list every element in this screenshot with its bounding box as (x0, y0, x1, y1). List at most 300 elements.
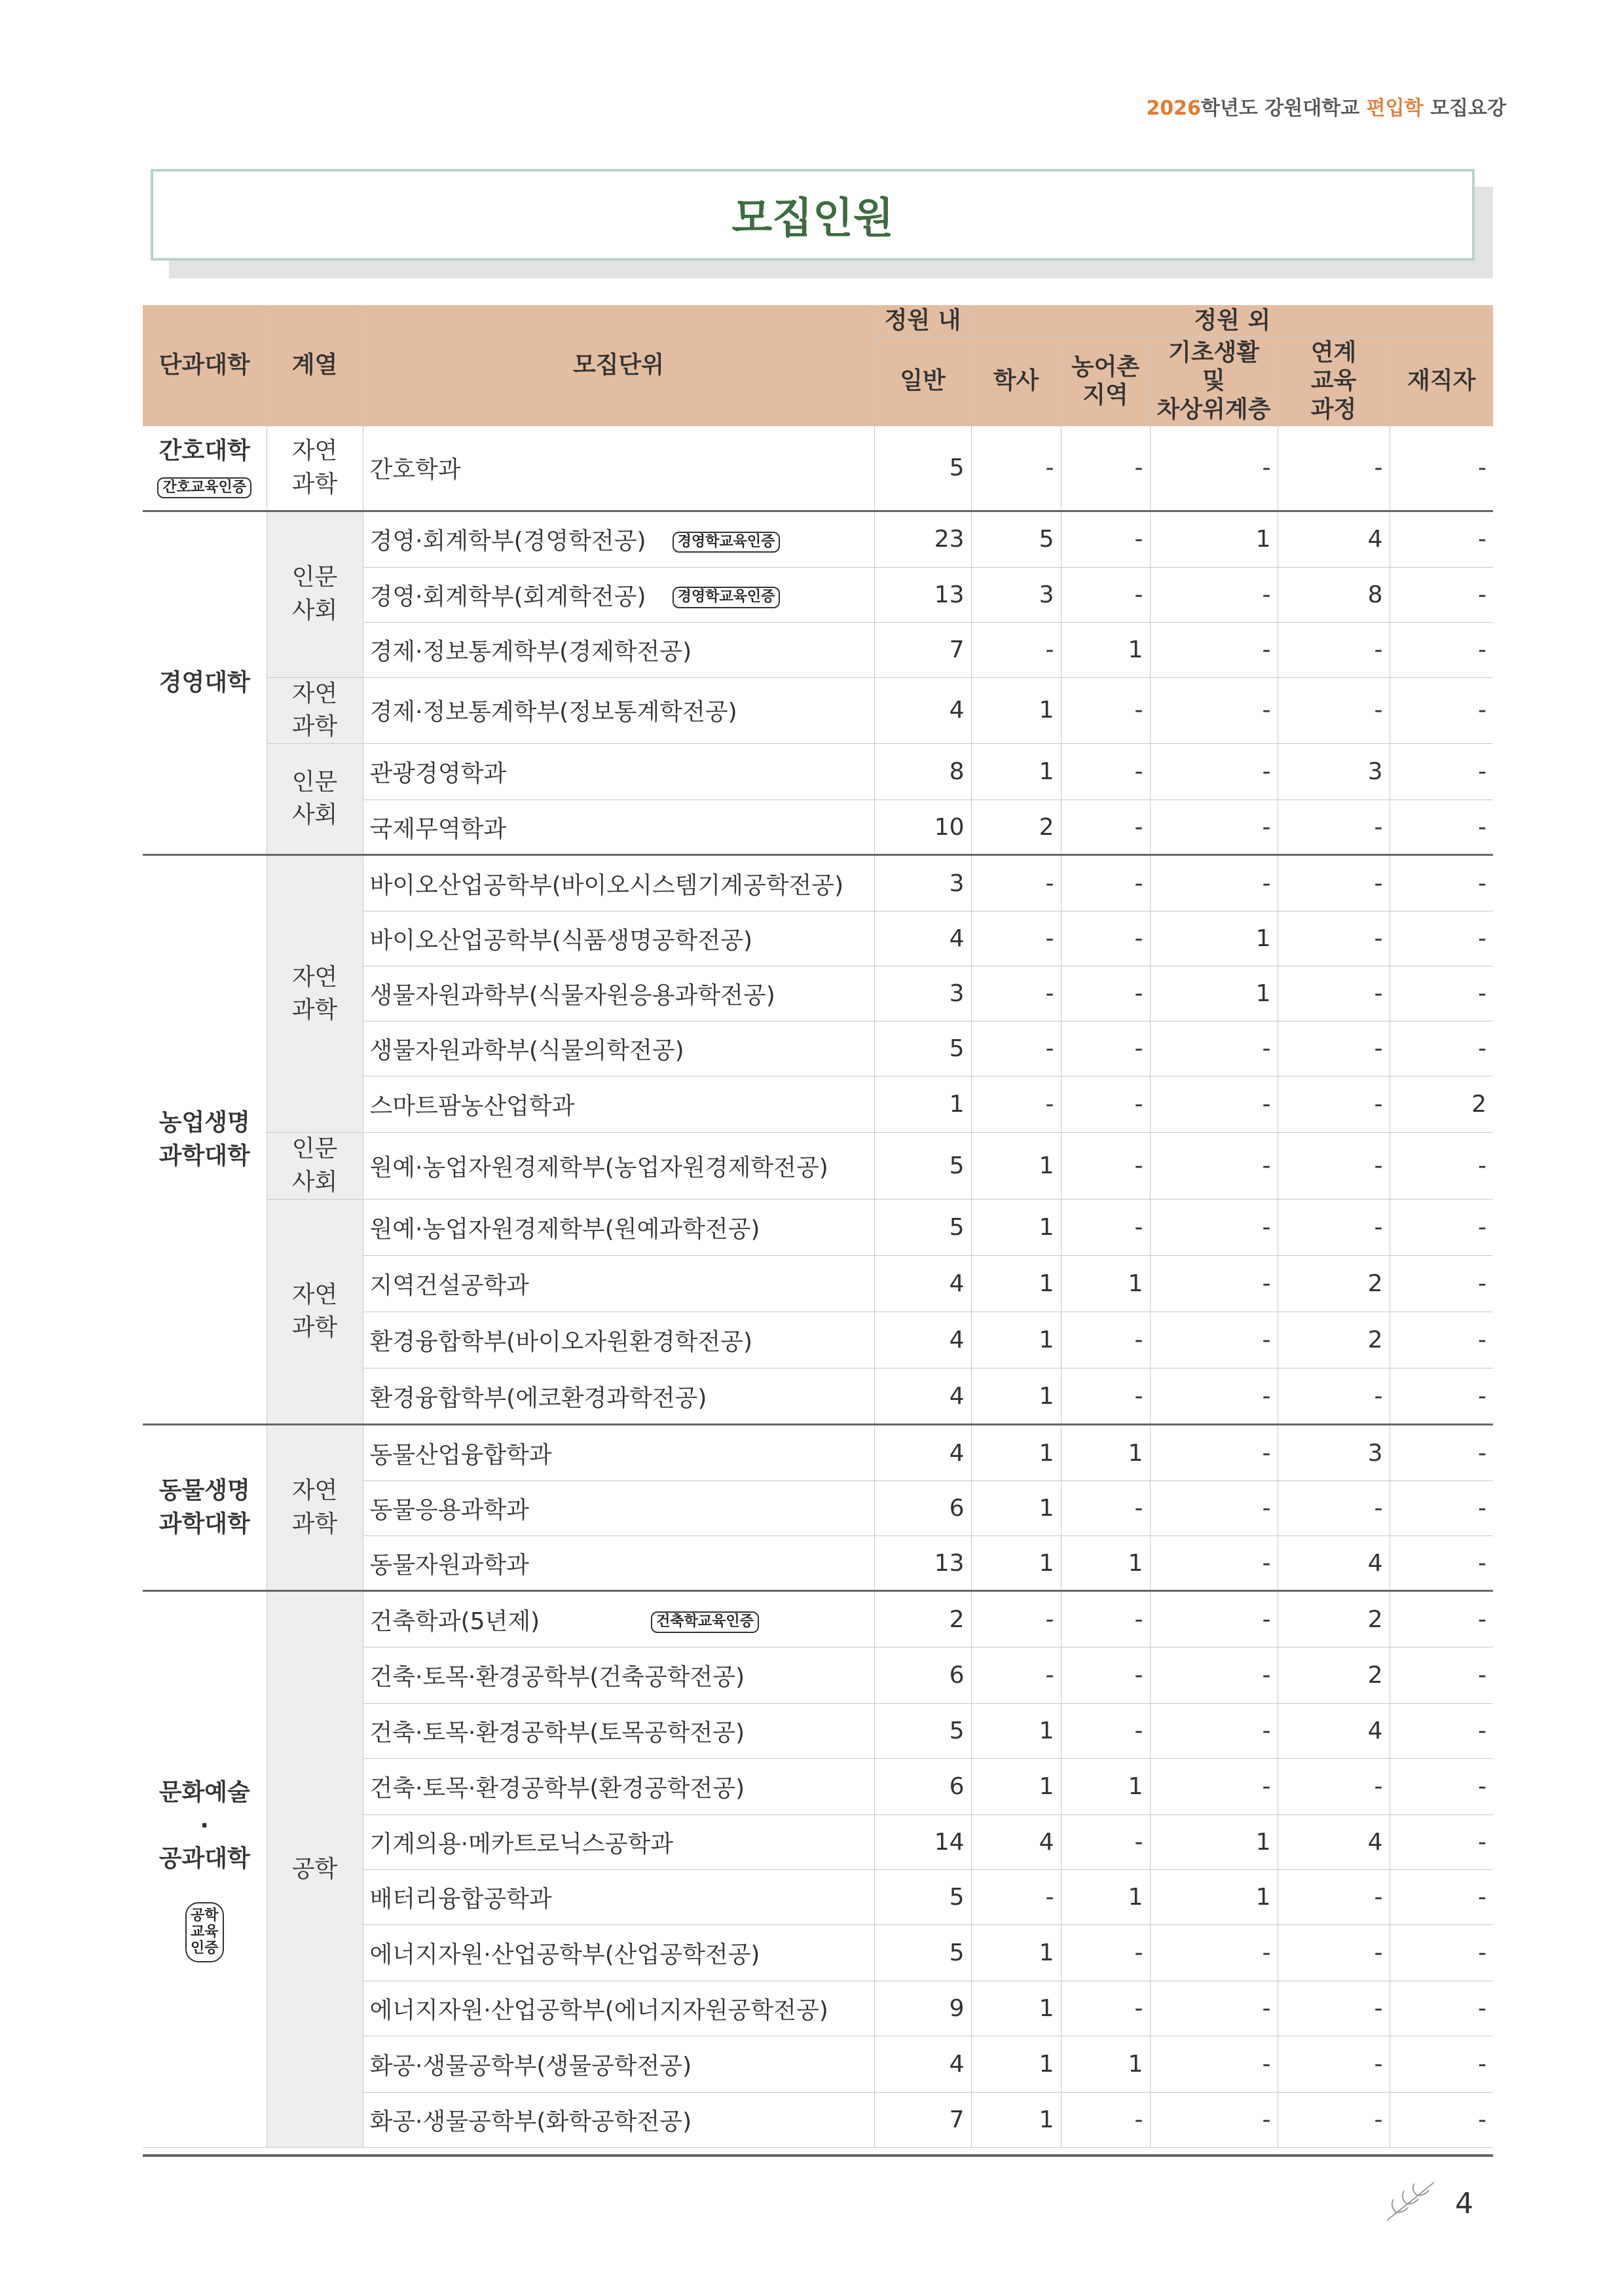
value-cell: - (1061, 1200, 1150, 1256)
series-text: 자연 (291, 1281, 338, 1308)
unit-cell: 건축·토목·환경공학부(토목공학전공) (363, 1704, 874, 1759)
value-cell: - (1061, 1647, 1150, 1704)
table-row (143, 744, 1493, 800)
value-cell: - (1278, 1076, 1390, 1133)
value-cell: - (971, 1591, 1061, 1647)
value-cell: 1 (1061, 2036, 1150, 2093)
series-nature (267, 426, 363, 511)
value-cell: 5 (874, 426, 971, 511)
value-cell: - (971, 426, 1061, 511)
series-nature (267, 677, 363, 744)
unit-text: 경영·회계학부(회계학전공) (369, 583, 646, 610)
value-cell: 1 (1061, 1870, 1150, 1925)
col-rural-line1: 농어촌 (1071, 353, 1140, 380)
col-basic-line2: 및 (1202, 367, 1225, 395)
nursing-cert-badge: 간호교육인증 (157, 477, 251, 498)
value-cell: - (1061, 1815, 1150, 1870)
value-cell: 6 (874, 1759, 971, 1815)
value-cell: 4 (874, 911, 971, 966)
college-agri-line2: 과학대학 (158, 1142, 250, 1169)
value-cell: 1 (1061, 1759, 1150, 1815)
col-linked (1278, 337, 1390, 426)
table-row (143, 677, 1493, 744)
value-cell: 1 (1150, 1870, 1278, 1925)
value-cell: - (1061, 426, 1150, 511)
value-cell: - (1278, 1481, 1390, 1536)
value-cell: 3 (874, 966, 971, 1021)
value-cell: 8 (874, 744, 971, 800)
unit-cell: 배터리융합공학과 (363, 1870, 874, 1925)
value-cell: 13 (874, 1536, 971, 1591)
value-cell: - (971, 1021, 1061, 1076)
value-cell: - (1390, 855, 1493, 911)
value-cell: - (1150, 1076, 1278, 1133)
value-cell: 8 (1278, 567, 1390, 622)
series-text: 공학 (291, 1855, 338, 1882)
value-cell: - (1390, 1759, 1493, 1815)
value-cell: - (971, 855, 1061, 911)
value-cell: - (971, 1076, 1061, 1133)
value-cell: 4 (874, 1425, 971, 1481)
series-nature (267, 1200, 363, 1425)
table-row (143, 511, 1493, 567)
value-cell: 3 (1278, 744, 1390, 800)
value-cell: 5 (874, 1870, 971, 1925)
value-cell: - (1390, 911, 1493, 966)
value-cell: - (1278, 911, 1390, 966)
value-cell: - (1390, 1312, 1493, 1368)
value-cell: - (1278, 1133, 1390, 1200)
value-cell: - (1390, 744, 1493, 800)
unit-cell: 건축·토목·환경공학부(환경공학전공) (363, 1759, 874, 1815)
value-cell: 9 (874, 1981, 971, 2036)
col-basic-line3: 차상위계층 (1156, 395, 1271, 423)
title-box (151, 169, 1475, 261)
col-college: 단과대학 (143, 305, 267, 426)
college-nursing (143, 426, 267, 511)
header-highlight: 편입학 (1366, 97, 1424, 120)
unit-cell: 화공·생물공학부(화학공학전공) (363, 2093, 874, 2148)
series-human (267, 744, 363, 855)
value-cell: - (1150, 1256, 1278, 1312)
header-text1: 학년도 강원대학교 (1200, 97, 1367, 120)
business-cert-badge: 경영학교육인증 (673, 587, 781, 608)
value-cell: 2 (1278, 1256, 1390, 1312)
leaf-icon (1382, 2177, 1441, 2223)
series-text: 사회 (291, 801, 338, 829)
col-linked-line2: 교육 (1310, 367, 1357, 395)
value-cell: 2 (1390, 1076, 1493, 1133)
college-nursing-name: 간호대학 (158, 437, 250, 465)
eng-cert-badge-line1: 공학 (190, 1907, 219, 1924)
value-cell: - (1150, 426, 1278, 511)
value-cell: 1 (1061, 1425, 1150, 1481)
value-cell: - (1150, 1981, 1278, 2036)
value-cell: - (1150, 1925, 1278, 1981)
value-cell: - (1390, 1704, 1493, 1759)
value-cell: - (1150, 677, 1278, 744)
col-series: 계열 (267, 305, 363, 426)
header-year: 2026 (1146, 97, 1201, 120)
series-text: 사회 (291, 1168, 338, 1196)
value-cell: - (1150, 2093, 1278, 2148)
value-cell: - (1150, 800, 1278, 855)
value-cell: - (1390, 622, 1493, 677)
value-cell: - (1278, 677, 1390, 744)
series-text: 인문 (291, 1135, 338, 1163)
value-cell: 5 (874, 1200, 971, 1256)
value-cell: - (1150, 1536, 1278, 1591)
col-basic (1150, 337, 1278, 426)
eng-cert-badge-line3: 인증 (190, 1940, 219, 1957)
value-cell: - (1061, 1981, 1150, 2036)
value-cell: - (1150, 1759, 1278, 1815)
series-text: 자연 (291, 963, 338, 991)
value-cell: - (1390, 1647, 1493, 1704)
series-nature (267, 855, 363, 1133)
value-cell: - (971, 622, 1061, 677)
value-cell: - (1278, 2093, 1390, 2148)
col-general: 일반 (874, 337, 971, 426)
series-text: 과학 (291, 1314, 338, 1342)
value-cell: - (1278, 800, 1390, 855)
value-cell: 5 (971, 511, 1061, 567)
value-cell: - (1150, 1704, 1278, 1759)
college-arts (143, 1591, 267, 2148)
value-cell: 4 (874, 2036, 971, 2093)
col-rural (1061, 337, 1150, 426)
value-cell: 2 (874, 1591, 971, 1647)
college-animal-line2: 과학대학 (158, 1510, 250, 1537)
value-cell: - (1061, 744, 1150, 800)
series-nature (267, 1425, 363, 1591)
unit-cell: 생물자원과학부(식물자원응용과학전공) (363, 966, 874, 1021)
unit-cell: 스마트팜농산업학과 (363, 1076, 874, 1133)
value-cell: 1 (971, 1133, 1061, 1200)
table-row (143, 1591, 1493, 1647)
series-text: 자연 (291, 1477, 338, 1505)
value-cell: 4 (1278, 1815, 1390, 1870)
value-cell: 1 (1150, 911, 1278, 966)
series-text: 자연 (291, 680, 338, 707)
college-arts-line3: 공과대학 (158, 1845, 250, 1873)
value-cell: - (1150, 622, 1278, 677)
value-cell: - (1150, 2036, 1278, 2093)
header-text2: 모집요강 (1423, 97, 1506, 120)
value-cell: - (1390, 2036, 1493, 2093)
value-cell: - (1150, 1425, 1278, 1481)
page-header (1146, 92, 1506, 120)
value-cell: - (1150, 1481, 1278, 1536)
unit-cell (363, 567, 874, 622)
value-cell: - (1278, 1759, 1390, 1815)
college-business-name: 경영대학 (158, 669, 250, 696)
value-cell: - (1061, 677, 1150, 744)
value-cell: - (1390, 1925, 1493, 1981)
value-cell: 13 (874, 567, 971, 622)
value-cell: - (1278, 1021, 1390, 1076)
college-business (143, 511, 267, 855)
value-cell: - (1061, 966, 1150, 1021)
unit-cell: 생물자원과학부(식물의학전공) (363, 1021, 874, 1076)
value-cell: 2 (1278, 1591, 1390, 1647)
value-cell: - (1061, 1312, 1150, 1368)
value-cell: - (1278, 622, 1390, 677)
eng-cert-badge-line2: 교육 (190, 1923, 219, 1940)
value-cell: 1 (1150, 966, 1278, 1021)
value-cell: - (1150, 1312, 1278, 1368)
value-cell: - (1150, 1591, 1278, 1647)
col-bachelor: 학사 (971, 337, 1061, 426)
value-cell: - (1061, 800, 1150, 855)
value-cell: - (971, 1870, 1061, 1925)
value-cell: 4 (874, 1312, 971, 1368)
series-text: 과학 (291, 712, 338, 740)
value-cell: 4 (1278, 1704, 1390, 1759)
value-cell: - (1061, 855, 1150, 911)
value-cell: - (1390, 1481, 1493, 1536)
col-rural-line2: 지역 (1082, 382, 1128, 409)
value-cell: - (1061, 511, 1150, 567)
page-number: 4 (1455, 2187, 1473, 2220)
value-cell: 7 (874, 622, 971, 677)
value-cell: - (1150, 1647, 1278, 1704)
value-cell: - (1278, 966, 1390, 1021)
value-cell: 1 (874, 1076, 971, 1133)
unit-cell: 경제·정보통계학부(경제학전공) (363, 622, 874, 677)
value-cell: 4 (1278, 511, 1390, 567)
value-cell: 1 (971, 1981, 1061, 2036)
value-cell: 1 (971, 744, 1061, 800)
value-cell: - (1390, 1425, 1493, 1481)
value-cell: 7 (874, 2093, 971, 2148)
value-cell: - (1278, 1925, 1390, 1981)
unit-cell: 관광경영학과 (363, 744, 874, 800)
value-cell: - (1150, 1368, 1278, 1425)
series-eng (267, 1591, 363, 2148)
value-cell: 4 (874, 1368, 971, 1425)
value-cell: 1 (1150, 511, 1278, 567)
unit-cell: 에너지자원·산업공학부(산업공학전공) (363, 1925, 874, 1981)
col-linked-line3: 과정 (1310, 395, 1357, 423)
value-cell: 1 (971, 1759, 1061, 1815)
col-linked-line1: 연계 (1310, 339, 1357, 367)
value-cell: 3 (971, 567, 1061, 622)
value-cell: - (1390, 1200, 1493, 1256)
value-cell: - (1390, 1591, 1493, 1647)
unit-cell: 동물자원과학과 (363, 1536, 874, 1591)
unit-cell (363, 511, 874, 567)
value-cell: 1 (1150, 1815, 1278, 1870)
value-cell: - (1390, 511, 1493, 567)
value-cell: - (1061, 1591, 1150, 1647)
series-text: 자연 (291, 437, 338, 465)
series-text: 인문 (291, 768, 338, 796)
unit-text: 건축학과(5년제) (369, 1607, 540, 1635)
unit-cell: 에너지자원·산업공학부(에너지자원공학전공) (363, 1981, 874, 2036)
table-row (143, 1200, 1493, 1256)
unit-cell: 동물산업융합학과 (363, 1425, 874, 1481)
business-cert-badge: 경영학교육인증 (673, 532, 781, 553)
table-bottom-line (143, 2154, 1493, 2157)
value-cell: 1 (1061, 1256, 1150, 1312)
value-cell: 1 (971, 1925, 1061, 1981)
value-cell: - (1390, 567, 1493, 622)
value-cell: 1 (971, 2036, 1061, 2093)
value-cell: 1 (971, 1536, 1061, 1591)
unit-cell: 경제·정보통계학부(정보통계학전공) (363, 677, 874, 744)
unit-cell: 국제무역학과 (363, 800, 874, 855)
col-outside: 정원 외 (971, 305, 1493, 337)
value-cell: - (1061, 2093, 1150, 2148)
value-cell: - (1390, 966, 1493, 1021)
unit-cell: 동물응용과학과 (363, 1481, 874, 1536)
value-cell: - (1278, 2036, 1390, 2093)
value-cell: 2 (1278, 1312, 1390, 1368)
value-cell: 1 (971, 1312, 1061, 1368)
table-row (143, 426, 1493, 511)
value-cell: 1 (971, 1704, 1061, 1759)
college-agri-line1: 농업생명 (158, 1109, 250, 1137)
value-cell: - (1150, 1021, 1278, 1076)
value-cell: 2 (1278, 1647, 1390, 1704)
value-cell: - (1390, 1536, 1493, 1591)
table-row (143, 1133, 1493, 1200)
unit-cell: 원예·농업자원경제학부(농업자원경제학전공) (363, 1133, 874, 1200)
value-cell: - (1278, 855, 1390, 911)
value-cell: 14 (874, 1815, 971, 1870)
value-cell: - (1061, 1925, 1150, 1981)
value-cell: 4 (874, 1256, 971, 1312)
value-cell: - (1390, 1815, 1493, 1870)
value-cell: 1 (971, 1425, 1061, 1481)
value-cell: - (1278, 1200, 1390, 1256)
value-cell: 4 (1278, 1536, 1390, 1591)
series-text: 과학 (291, 997, 338, 1024)
value-cell: 1 (1061, 622, 1150, 677)
value-cell: 5 (874, 1704, 971, 1759)
value-cell: - (971, 966, 1061, 1021)
unit-cell (363, 1591, 874, 1647)
col-basic-line1: 기초생활 (1168, 339, 1260, 367)
value-cell: - (1278, 1981, 1390, 2036)
unit-text: 경영·회계학부(경영학전공) (369, 528, 646, 555)
value-cell: - (1390, 1256, 1493, 1312)
series-human (267, 1133, 363, 1200)
architecture-cert-badge: 건축학교육인증 (651, 1611, 759, 1632)
eng-cert-badge (185, 1902, 224, 1962)
college-animal-line1: 동물생명 (158, 1477, 250, 1505)
unit-cell: 원예·농업자원경제학부(원예과학전공) (363, 1200, 874, 1256)
series-text: 사회 (291, 597, 338, 624)
value-cell: - (1150, 1200, 1278, 1256)
series-human (267, 511, 363, 677)
unit-cell: 간호학과 (363, 426, 874, 511)
unit-cell: 기계의용·메카트로닉스공학과 (363, 1815, 874, 1870)
value-cell: 23 (874, 511, 971, 567)
value-cell: - (1061, 1133, 1150, 1200)
value-cell: - (1390, 677, 1493, 744)
value-cell: - (1061, 911, 1150, 966)
col-inside: 정원 내 (874, 305, 971, 337)
value-cell: 1 (1061, 1536, 1150, 1591)
college-animal (143, 1425, 267, 1591)
unit-cell: 환경융합학부(바이오자원환경학전공) (363, 1312, 874, 1368)
table-row (143, 1425, 1493, 1481)
value-cell: - (971, 911, 1061, 966)
value-cell: - (1390, 1870, 1493, 1925)
value-cell: - (1150, 567, 1278, 622)
page-title: 모집인원 (731, 194, 894, 243)
value-cell: - (1390, 1981, 1493, 2036)
value-cell: - (1061, 1076, 1150, 1133)
value-cell: - (1061, 1704, 1150, 1759)
value-cell: - (1390, 1133, 1493, 1200)
value-cell: 3 (874, 855, 971, 911)
college-arts-line2: · (200, 1812, 210, 1839)
value-cell: 4 (874, 677, 971, 744)
table-row (143, 855, 1493, 911)
value-cell: 1 (971, 1368, 1061, 1425)
value-cell: 10 (874, 800, 971, 855)
unit-cell: 지역건설공학과 (363, 1256, 874, 1312)
value-cell: 5 (874, 1925, 971, 1981)
unit-cell: 환경융합학부(에코환경과학전공) (363, 1368, 874, 1425)
value-cell: 5 (874, 1021, 971, 1076)
series-text: 과학 (291, 470, 338, 498)
value-cell: - (1150, 744, 1278, 800)
value-cell: 4 (971, 1815, 1061, 1870)
value-cell: 1 (971, 2093, 1061, 2148)
college-agri (143, 855, 267, 1425)
value-cell: - (1061, 567, 1150, 622)
value-cell: 1 (971, 1256, 1061, 1312)
series-text: 인문 (291, 564, 338, 591)
value-cell: - (1390, 1021, 1493, 1076)
value-cell: - (1390, 800, 1493, 855)
value-cell: 1 (971, 1200, 1061, 1256)
college-arts-line1: 문화예술 (158, 1779, 250, 1807)
value-cell: - (1061, 1481, 1150, 1536)
value-cell: - (1390, 2093, 1493, 2148)
series-text: 과학 (291, 1510, 338, 1537)
recruitment-table (143, 305, 1493, 2148)
unit-cell: 바이오산업공학부(바이오시스템기계공학전공) (363, 855, 874, 911)
value-cell: 6 (874, 1647, 971, 1704)
value-cell: - (1278, 1368, 1390, 1425)
unit-cell: 화공·생물공학부(생물공학전공) (363, 2036, 874, 2093)
unit-cell: 바이오산업공학부(식품생명공학전공) (363, 911, 874, 966)
value-cell: - (1150, 855, 1278, 911)
header-row-1 (143, 305, 1493, 337)
value-cell: - (1390, 1368, 1493, 1425)
value-cell: 5 (874, 1133, 971, 1200)
value-cell: - (1150, 1133, 1278, 1200)
value-cell: - (1278, 1870, 1390, 1925)
value-cell: 1 (971, 677, 1061, 744)
value-cell: - (1061, 1368, 1150, 1425)
value-cell: 2 (971, 800, 1061, 855)
col-unit: 모집단위 (363, 305, 874, 426)
value-cell: 1 (971, 1481, 1061, 1536)
value-cell: - (1061, 1021, 1150, 1076)
value-cell: 6 (874, 1481, 971, 1536)
value-cell: - (1278, 426, 1390, 511)
col-employed: 재직자 (1390, 337, 1493, 426)
value-cell: 3 (1278, 1425, 1390, 1481)
value-cell: - (971, 1647, 1061, 1704)
unit-cell: 건축·토목·환경공학부(건축공학전공) (363, 1647, 874, 1704)
